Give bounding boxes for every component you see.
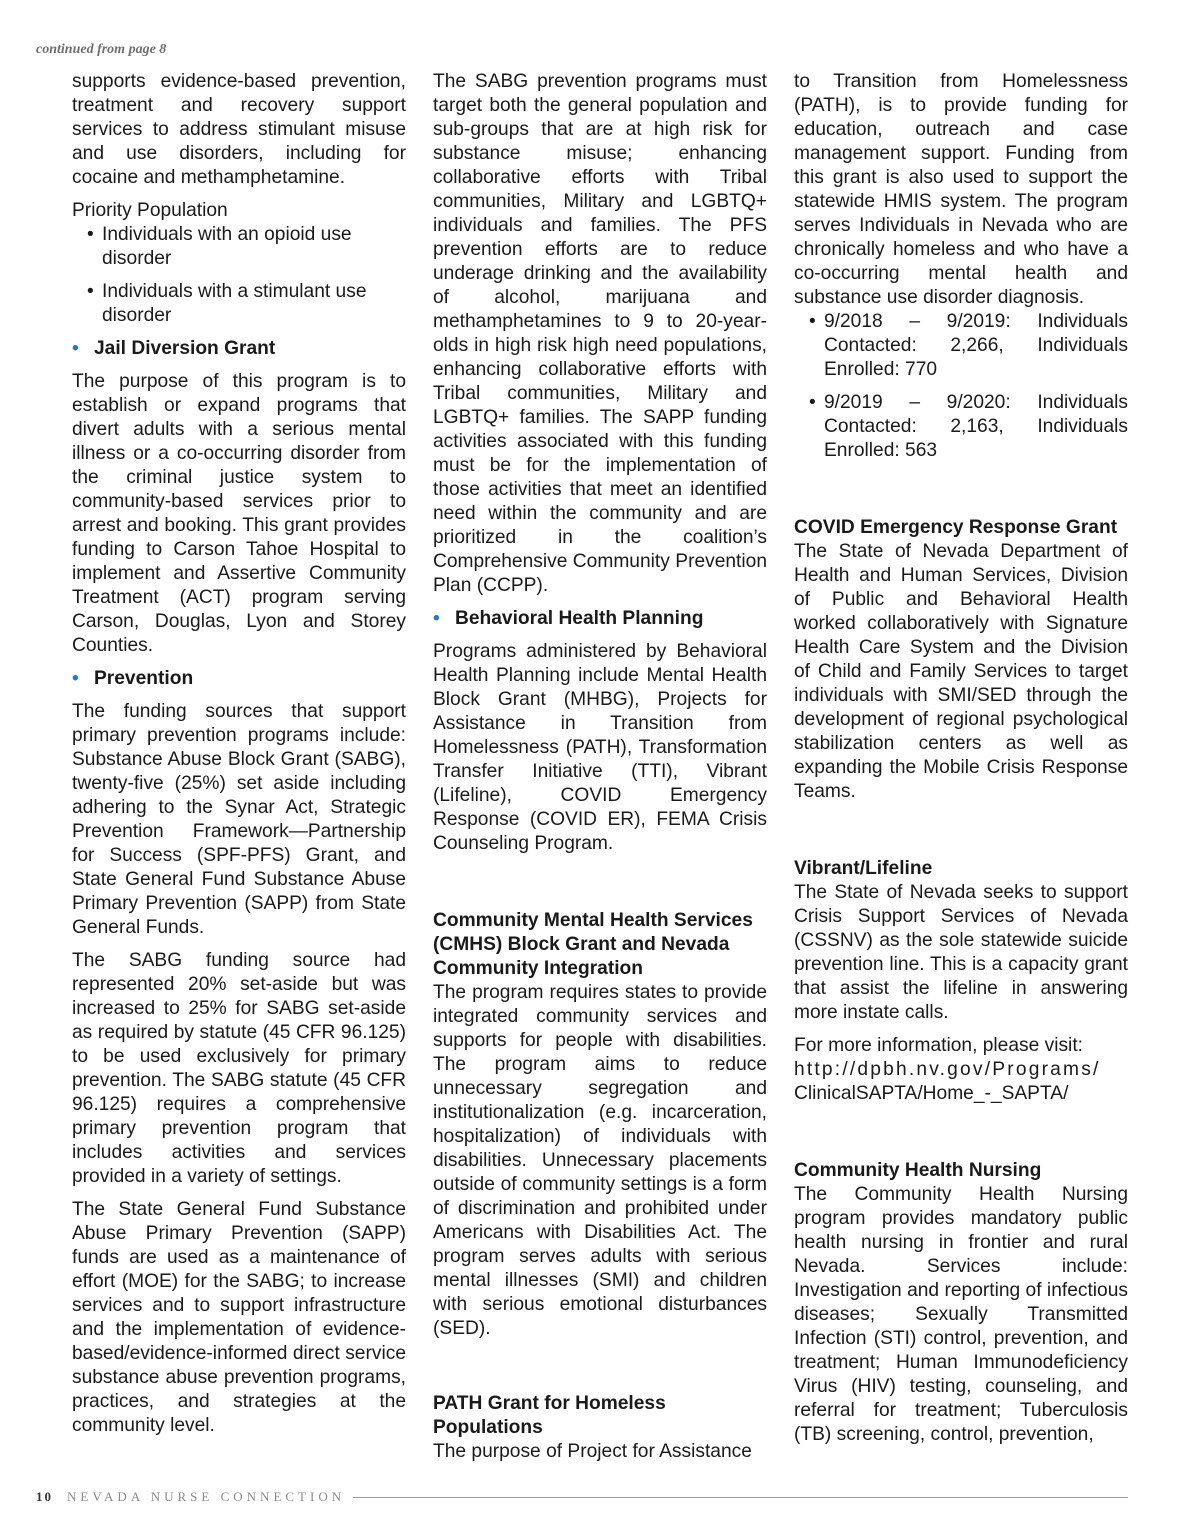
- path-grant-paragraph-continued: to Transition from Homelessness (PATH), is to provide funding for education, outreach and case management support. Funding from this grant is also used to support the statewide HMIS system. The program serves Individuals in Nevada who are chronically homeless and who have a co-occurring mental health and substance use disorder diagnosis.: [794, 71, 1128, 308]
- column-3: [794, 70, 1128, 1456]
- more-info-link-continued[interactable]: ClinicalSAPTA/Home_-_SAPTA/: [794, 1083, 1069, 1104]
- stimulant-intro-paragraph: supports evidence-based prevention, treatment and recovery support services to address stimulant misuse and use disorders, including for cocaine and methamphetamine.: [72, 71, 406, 188]
- priority-population-list: [72, 223, 406, 328]
- column-2: [433, 70, 767, 1473]
- behavioral-health-planning-heading: [433, 607, 767, 631]
- list-item: • 9/2018 – 9/2019: Individuals Contacted: 2,266, Individuals Enrolled: 770: [824, 310, 1128, 382]
- behavioral-health-planning-paragraph: Programs administered by Behavioral Health Planning include Mental Health Block Grant (MHBG), Projects for Assistance in Transition from Homelessness (PATH), Transformation Transfer Initiative (TTI), Vibrant (Lifeline), COVID Emergency Response (COVID ER), FEMA Crisis Counseling Program.: [433, 641, 767, 854]
- prevention-paragraph-3: The State General Fund Substance Abuse Primary Prevention (SAPP) funds are used as a maintenance of effort (MOE) for the SABG; to increase services and to support infrastructure and the implementation of evidence-based/evidence-informed direct service substance abuse prevention programs, practices, and strategies at the community level.: [72, 1199, 406, 1436]
- community-health-nursing-paragraph: The Community Health Nursing program provides mandatory public health nursing in frontier and rural Nevada. Services include: Investigation and reporting of infectious diseases; Sexually Transmitted Infection (STI) control, prevention, and treatment; Human Immunodeficiency Virus (HIV) testing, counseling, and referral for treatment; Tuberculosis (TB) screening, control, prevention,: [794, 1184, 1128, 1445]
- bullet-icon: •: [72, 338, 79, 359]
- jail-diversion-heading: [72, 337, 406, 361]
- cmhs-heading: Community Mental Health Services (CMHS) Block Grant and Nevada Community Integration: [433, 910, 753, 979]
- vibrant-lifeline-paragraph: The State of Nevada seeks to support Crisis Support Services of Nevada (CSSNV) as the sole statewide suicide prevention line. This is a capacity grant that assist the lifeline in answering more instate calls.: [794, 882, 1128, 1023]
- page-number: 10: [36, 1489, 53, 1504]
- more-info-link[interactable]: http://dpbh.nv.gov/Programs/: [794, 1059, 1101, 1080]
- continued-note: continued from page 8: [36, 42, 167, 57]
- covid-response-paragraph: The State of Nevada Department of Health and Human Services, Division of Public and Behavioral Health worked collaboratively with Signature Health Care System and the Division of Child and Family Services to target individuals with SMI/SED through the development of regional psychological stabilization centers as well as expanding the Mobile Crisis Response Teams.: [794, 541, 1128, 802]
- path-grant-paragraph-start: The purpose of Project for Assistance: [433, 1441, 752, 1462]
- path-grant-heading: PATH Grant for Homeless Populations: [433, 1393, 666, 1438]
- more-info-paragraph: [794, 1034, 1128, 1106]
- publication-name: NEVADA NURSE CONNECTION: [67, 1489, 346, 1504]
- heading-text: Behavioral Health Planning: [455, 608, 704, 629]
- prevention-paragraph-2: The SABG funding source had represented 20% set-aside but was increased to 25% for SABG set-aside as required by statute (45 CFR 96.125) to be used exclusively for primary prevention. The SABG statute (45 CFR 96.125) requires a comprehensive primary prevention program that includes activities and services provided in a variety of settings.: [72, 950, 406, 1187]
- covid-response-heading: COVID Emergency Response Grant: [794, 517, 1118, 538]
- cmhs-paragraph: The program requires states to provide integrated community services and supports for people with disabilities. The program aims to reduce unnecessary segregation and institutionalization (e.g. incarceration, hospitalization) of individuals with disabilities. Unnecessary placements outside of community settings is a form of discrimination and prohibited under Americans with Disabilities Act. The program serves adults with serious mental illnesses (SMI) and children with serious emotional disturbances (SED).: [433, 982, 767, 1339]
- jail-diversion-paragraph: The purpose of this program is to establish or expand programs that divert adults with a serious mental illness or a co-occurring disorder from the criminal justice system to community-based services prior to arrest and booking. This grant provides funding to Carson Tahoe Hospital to implement and Assertive Community Treatment (ACT) program serving Carson, Douglas, Lyon and Storey Counties.: [72, 371, 406, 656]
- list-item: • Individuals with a stimulant use disorder: [102, 280, 406, 328]
- column-1: [72, 70, 406, 1447]
- heading-text: Prevention: [94, 668, 194, 689]
- prevention-heading: [72, 667, 406, 691]
- page-footer: [36, 1487, 1128, 1507]
- more-info-label: For more information, please visit:: [794, 1035, 1083, 1056]
- heading-text: Jail Diversion Grant: [94, 338, 276, 359]
- list-item: • Individuals with an opioid use disorder: [102, 223, 406, 271]
- bullet-icon: •: [433, 608, 440, 629]
- bullet-icon: •: [72, 668, 79, 689]
- path-stats-list: [794, 310, 1128, 463]
- footer-rule: [353, 1497, 1128, 1498]
- vibrant-lifeline-heading: Vibrant/Lifeline: [794, 858, 933, 879]
- sabg-prevention-paragraph: The SABG prevention programs must target both the general population and sub-groups that are at high risk for substance misuse; enhancing collaborative efforts with Tribal communities, Military and LGBTQ+ individuals and families. The PFS prevention efforts are to reduce underage drinking and the availability of alcohol, marijuana and methamphetamines to 9 to 20-year-olds in high risk high need populations, enhancing collaborative efforts with Tribal communities, Military and LGBTQ+ families. The SAPP funding activities associated with this funding must be for the implementation of those activities that meet an identified need within the community and are prioritized in the coalition’s Comprehensive Community Prevention Plan (CCPP).: [433, 71, 767, 596]
- community-health-nursing-heading: Community Health Nursing: [794, 1160, 1042, 1181]
- priority-population-label: Priority Population: [72, 200, 228, 221]
- list-item: • 9/2019 – 9/2020: Individuals Contacted: 2,163, Individuals Enrolled: 563: [824, 391, 1128, 463]
- prevention-paragraph-1: The funding sources that support primary prevention programs include: Substance Abuse Block Grant (SABG), twenty-five (25%) set aside including adhering to the Synar Act, Strategic Prevention Framework—Partnership for Success (SPF-PFS) Grant, and State General Fund Substance Abuse Primary Prevention (SAPP) from State General Funds.: [72, 701, 406, 938]
